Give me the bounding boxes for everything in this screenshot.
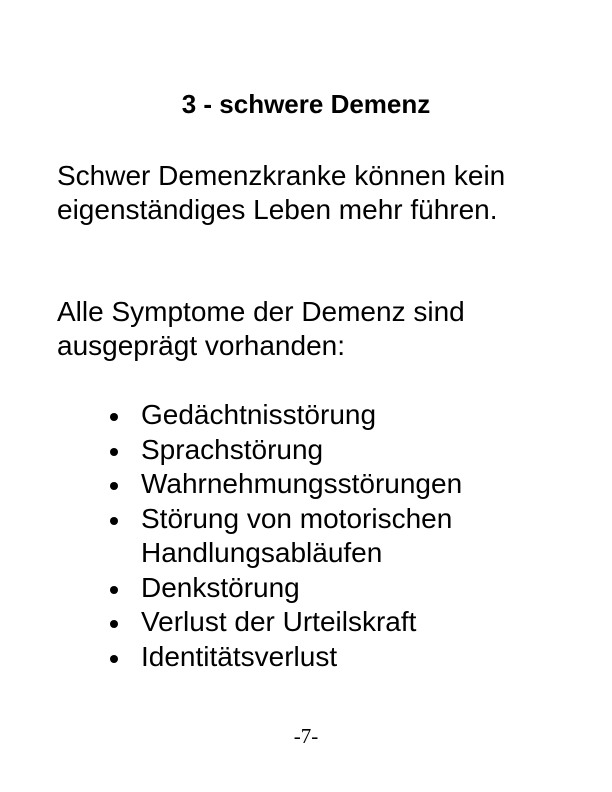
symptom-text: Identitätsverlust	[141, 640, 338, 672]
list-item	[105, 502, 585, 571]
symptom-text: Gedächtnisstörung	[141, 399, 377, 430]
page-heading: 3 - schwere Demenz	[181, 89, 431, 119]
symptom-text: Denkstörung	[141, 571, 300, 603]
paragraph-symptoms-intro: Alle Symptome der Demenz sind ausgeprägt vorhanden:	[57, 296, 465, 361]
bullet-icon	[110, 586, 118, 594]
symptom-text: Störung von motorischen Handlungsabläufen	[141, 502, 453, 568]
list-item	[105, 640, 585, 675]
bullet-icon	[110, 482, 118, 490]
list-item	[105, 571, 585, 606]
symptom-text: Verlust der Urteilskraft	[141, 606, 417, 637]
bullet-icon	[110, 448, 118, 456]
list-item	[105, 398, 585, 433]
page-number: -7-	[293, 724, 319, 748]
list-item	[105, 605, 585, 640]
symptom-list	[105, 398, 585, 674]
symptom-text: Sprachstörung	[141, 433, 324, 465]
symptom-text: Wahrnehmungsstörungen	[141, 468, 463, 499]
bullet-icon	[110, 413, 118, 421]
bullet-icon	[110, 655, 118, 663]
bullet-icon	[110, 517, 118, 525]
bullet-icon	[110, 620, 118, 628]
paragraph-intro: Schwer Demenzkranke können kein eigenständiges Leben mehr führen.	[57, 160, 506, 225]
list-item	[105, 467, 585, 502]
list-item	[105, 433, 585, 468]
